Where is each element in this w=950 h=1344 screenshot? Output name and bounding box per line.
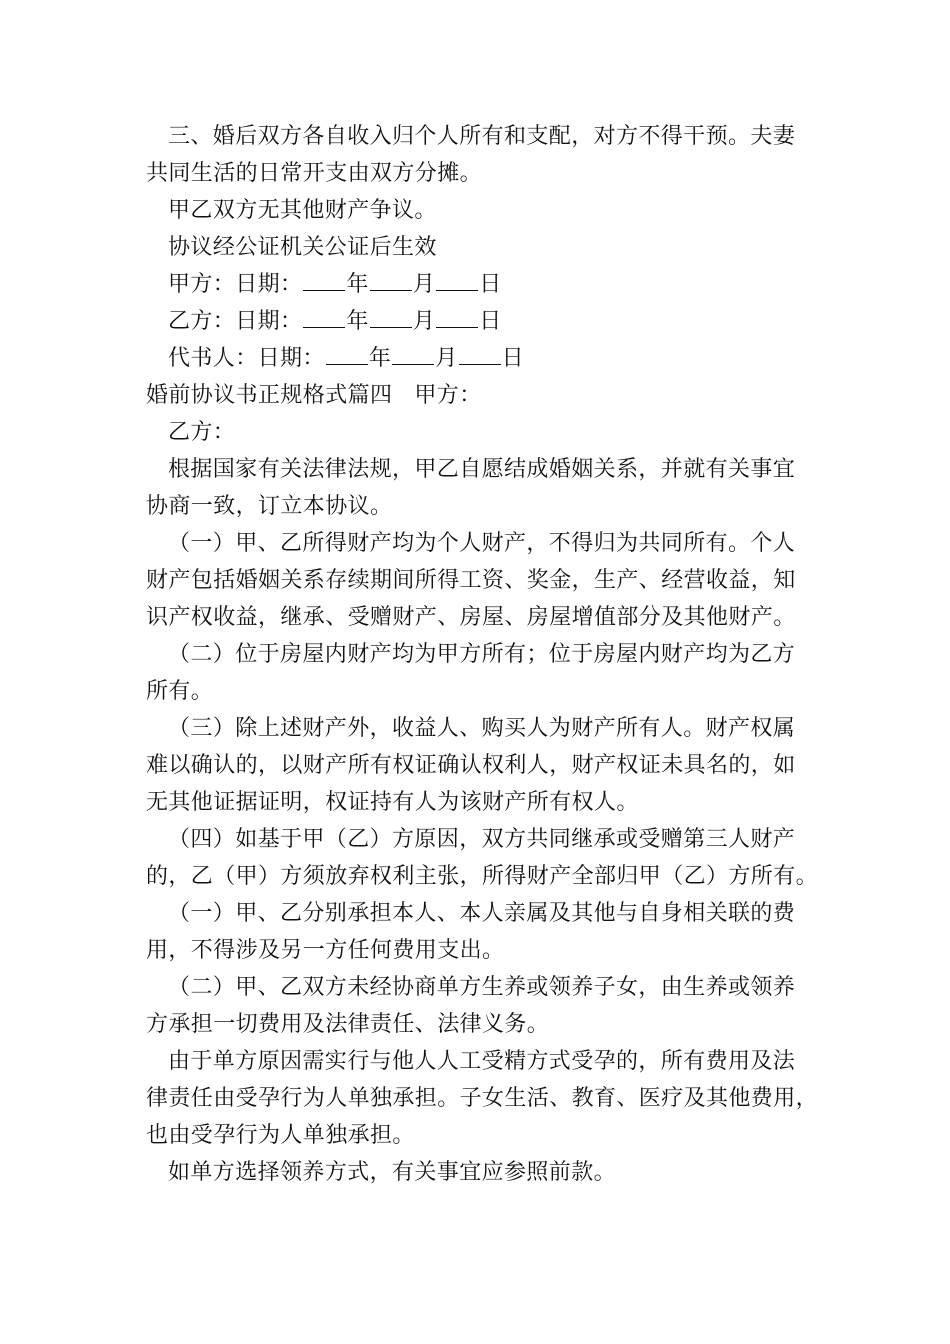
paragraph-line: 方承担一切费用及法律责任、法律义务。 <box>146 1012 550 1037</box>
paragraph-line: 由于单方原因需实行与他人人工受精方式受孕的，所有费用及法 <box>168 1049 796 1074</box>
signature-label: 乙方：日期： <box>168 309 303 334</box>
paragraph-line: （二）位于房屋内财产均为甲方所有；位于房屋内财产均为乙方 <box>168 642 796 667</box>
paragraph-line: （四）如基于甲（乙）方原因，双方共同继承或受赠第三人财产 <box>168 827 796 852</box>
paragraph-line: 三、婚后双方各自收入归个人所有和支配，对方不得干预。夫妻 <box>168 124 796 149</box>
paragraph-line: （二）甲、乙双方未经协商单方生养或领养子女，由生养或领养 <box>168 975 796 1000</box>
blank-month <box>370 305 412 328</box>
blank-day <box>459 342 501 365</box>
paragraph-line: 用，不得涉及另一方任何费用支出。 <box>146 938 505 963</box>
signature-line-party-b <box>146 303 814 340</box>
document-body <box>146 118 819 1191</box>
paragraph-line: 所有。 <box>146 679 214 704</box>
paragraph-line: 也由受孕行为人单独承担。 <box>146 1123 415 1148</box>
paragraph-line: 律责任由受孕行为人单独承担。子女生活、教育、医疗及其他费用， <box>146 1086 819 1111</box>
section-party-a: 甲方： <box>414 383 482 408</box>
blank-day <box>436 305 478 328</box>
section-title: 婚前协议书正规格式篇四 <box>146 383 393 408</box>
signature-label: 甲方：日期： <box>168 272 303 297</box>
month-label: 月 <box>412 272 436 297</box>
signature-line-party-a <box>146 266 814 303</box>
year-label: 年 <box>346 272 369 297</box>
section-heading-line <box>146 377 814 414</box>
paragraph-line: （一）甲、乙分别承担本人、本人亲属及其他与自身相关联的费 <box>168 901 796 926</box>
day-label: 日 <box>501 346 525 371</box>
paragraph-line: 根据国家有关法律法规，甲乙自愿结成婚姻关系，并就有关事宜 <box>168 457 796 482</box>
blank-day <box>436 268 478 291</box>
blank-year <box>326 342 368 365</box>
month-label: 月 <box>435 346 458 371</box>
paragraph-line: 无其他证据证明，权证持有人为该财产所有权人。 <box>146 790 639 815</box>
paragraph-line: （一）甲、乙所得财产均为个人财产，不得归为共同所有。个人 <box>168 531 796 556</box>
year-label: 年 <box>346 309 369 334</box>
paragraph-line: 协议经公证机关公证后生效 <box>168 235 437 260</box>
signature-label: 代书人：日期： <box>168 346 325 371</box>
month-label: 月 <box>412 309 436 334</box>
paragraph-line: 难以确认的，以财产所有权证确认权利人，财产权证未具名的，如 <box>146 753 796 778</box>
day-label: 日 <box>479 309 502 334</box>
signature-line-scribe <box>146 340 814 377</box>
paragraph-line: 的，乙（甲）方须放弃权利主张，所得财产全部归甲（乙）方所有。 <box>146 864 819 889</box>
paragraph-line: 如单方选择领养方式，有关事宜应参照前款。 <box>168 1160 617 1185</box>
year-label: 年 <box>368 346 392 371</box>
party-b-line: 乙方： <box>168 420 236 445</box>
blank-year <box>303 305 345 328</box>
blank-month <box>392 342 434 365</box>
paragraph-line: （三）除上述财产外，收益人、购买人为财产所有人。财产权属 <box>168 716 796 741</box>
paragraph-line: 甲乙双方无其他财产争议。 <box>168 198 437 223</box>
day-label: 日 <box>479 272 502 297</box>
paragraph-line: 识产权收益，继承、受赠财产、房屋、房屋增值部分及其他财产。 <box>146 605 796 630</box>
blank-year <box>303 268 345 291</box>
paragraph-line: 财产包括婚姻关系存续期间所得工资、奖金，生产、经营收益，知 <box>146 568 796 593</box>
blank-month <box>370 268 412 291</box>
paragraph-line: 共同生活的日常开支由双方分摊。 <box>146 161 483 186</box>
paragraph-line: 协商一致，订立本协议。 <box>146 494 393 519</box>
